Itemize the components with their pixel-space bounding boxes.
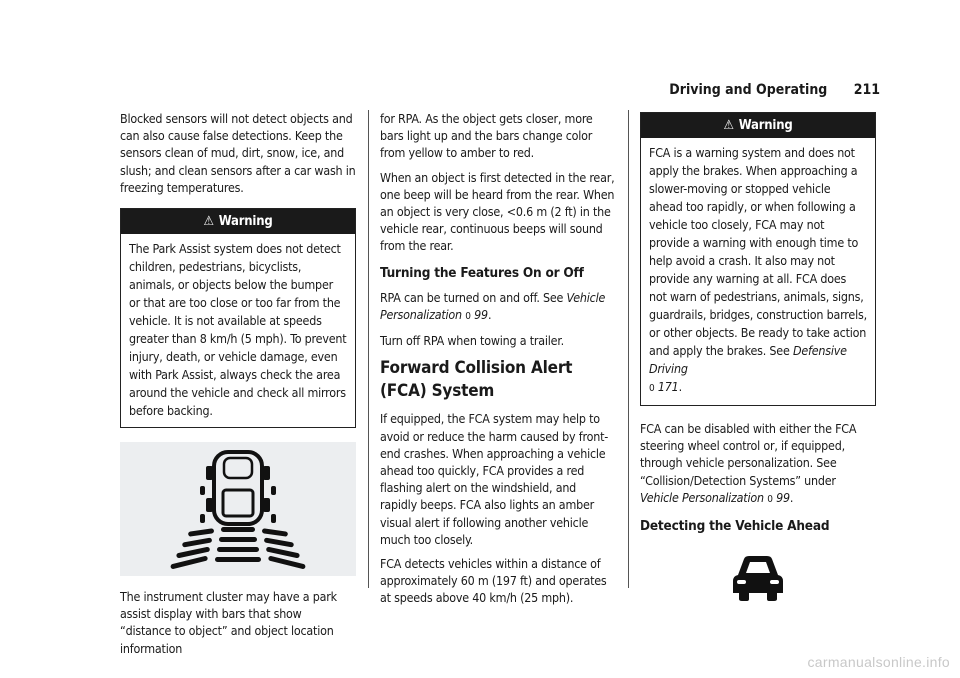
warning-box (120, 208, 356, 428)
warning-title: Warning (738, 118, 793, 133)
cross-reference-link[interactable]: Defensive Driving (649, 343, 847, 376)
subheading-turning-features: Turning the Features On or Off (380, 264, 584, 281)
warning-box (640, 112, 876, 406)
vehicle-ahead-figure (640, 553, 876, 607)
text: . (678, 379, 682, 394)
cross-reference-link[interactable]: Vehicle Personalization (380, 289, 606, 323)
page-ref[interactable]: 171 (657, 379, 679, 394)
heading-fca: Forward Collision Alert (FCA) System (380, 358, 573, 402)
subheading-detecting-vehicle: Detecting the Vehicle Ahead (640, 518, 830, 535)
section-title: Driving and Operating (669, 82, 828, 98)
column-divider (368, 110, 369, 588)
text: RPA can be turned on and off. See (380, 289, 567, 305)
column-1 (120, 110, 356, 664)
column-divider (628, 110, 629, 588)
paragraph: The instrument cluster may have a park assist display with bars that show “distance to object” and object location information (120, 589, 337, 656)
page-number: 211 (853, 82, 880, 98)
warning-text: The Park Assist system does not detect children, pedestrians, bicyclists, animals, or objects below the bumper or that are too close or too far from the vehicle. It is not available at speeds greater than 8 km/h (5 mph). To prevent injury, death, or vehicle damage, even with Park Assist, always check the area around the vehicle and check all mirrors before backing. (129, 241, 347, 419)
warning-title: Warning (218, 214, 273, 230)
paragraph: FCA detects vehicles within a distance of approximately 60 m (197 ft) and operates at speeds above 40 km/h (25 mph). (380, 556, 607, 606)
paragraph (640, 420, 876, 508)
park-assist-display-figure (120, 442, 356, 576)
page-ref-arrow-icon: 0 (767, 493, 773, 505)
text: FCA can be disabled with either the FCA steering wheel control or, if equipped, through vehicle personalization. See “Collision/Detection Systems” under (640, 421, 857, 488)
paragraph: Blocked sensors will not detect objects and can also cause false detections. Keep the sensors clean of mud, dirt, snow, ice, and slush; and clean sensors after a car wash in freezing temperatures. (120, 111, 356, 195)
park-assist-car-icon (120, 442, 356, 576)
cross-reference-link[interactable]: Vehicle Personalization (640, 489, 764, 505)
warning-triangle-icon: ⚠ (203, 214, 214, 230)
paragraph: If equipped, the FCA system may help to avoid or reduce the harm caused by front-end crashes. When approaching a vehicle ahead too quickly, FCA provides a red flashing alert on the windshield, and rapidly beeps. FCA also lights an amber visual alert if following another vehicle much too closely. (380, 411, 609, 547)
warning-triangle-icon: ⚠ (723, 118, 734, 133)
text: . (789, 489, 794, 505)
text: . (487, 307, 492, 323)
warning-text (641, 138, 875, 405)
watermark-footer: carmanualsonline.info (807, 654, 950, 670)
paragraph (380, 289, 616, 325)
page-ref[interactable]: 99 (776, 489, 790, 505)
page-ref[interactable]: 99 (474, 307, 488, 323)
paragraph: for RPA. As the object gets closer, more bars light up and the bars change color from yellow to amber to red. (380, 111, 593, 161)
page-ref-arrow-icon: 0 (649, 383, 655, 394)
page-ref-arrow-icon: 0 (465, 311, 471, 323)
warning-header (641, 113, 875, 138)
paragraph: When an object is first detected in the rear, one beep will be heard from the rear. When an object is very close, <0.6 m (2 ft) in the vehicle rear, continuous beeps will sound from the rear. (380, 169, 615, 254)
column-2 (380, 110, 616, 614)
column-3 (640, 110, 876, 607)
vehicle-ahead-icon (728, 553, 788, 603)
warning-header (121, 209, 355, 234)
text: FCA is a warning system and does not apply the brakes. When approaching a slower-moving or stopped vehicle ahead too rapidly, or when following a vehicle too closely, FCA may not provide a warning with enough time to help avoid a crash. It also may not provide any warning at all. FCA does not warn of pedestrians, animals, signs, guardrails, bridges, construction barrels, or other objects. Be ready to take action and apply the brakes. See (649, 145, 867, 358)
paragraph: Turn off RPA when towing a trailer. (380, 333, 564, 349)
page-header (660, 82, 880, 102)
